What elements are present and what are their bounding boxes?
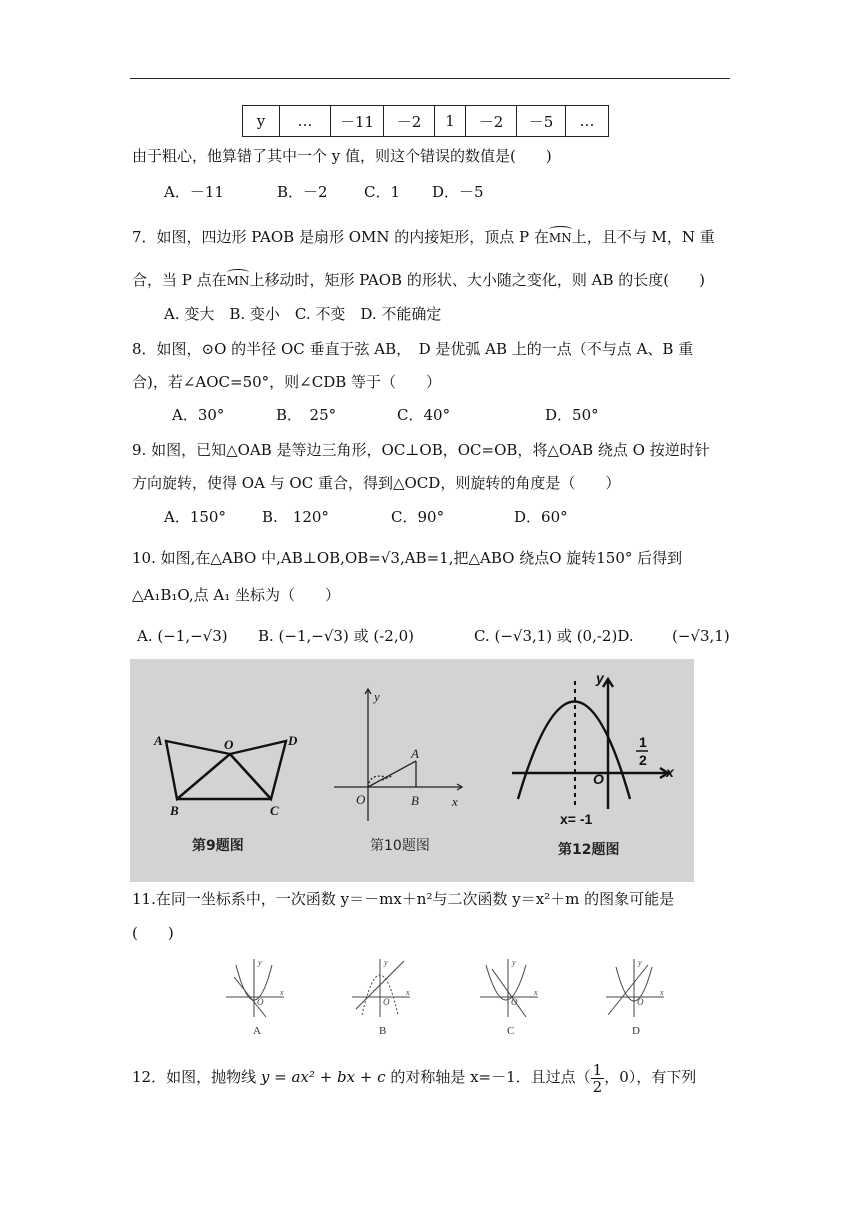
choice-c-graph <box>478 955 542 1019</box>
table-cell: －5 <box>517 106 566 137</box>
fig12-caption: 第12题图 <box>558 842 620 858</box>
svg-text:O: O <box>637 997 644 1007</box>
q9-line1: 9. 如图，已知△OAB 是等边三角形，OC⊥OB，OC=OB，将△OAB 绕点 O 按逆时针 <box>132 441 710 459</box>
choice-c-label: C <box>507 1025 515 1037</box>
q6-text: 由于粗心，他算错了其中一个 y 值，则这个错误的数值是( ) <box>132 147 552 165</box>
q9-line2: 方向旋转，使得 OA 与 OC 重合，得到△OCD，则旋转的角度是（ ） <box>132 474 621 492</box>
q12-line1-b: 的对称轴是 x=－1．且过点（ <box>390 1068 591 1086</box>
table-cell: －2 <box>384 106 435 137</box>
table-cell: －2 <box>466 106 517 137</box>
q10-option-a: A. (−1,−√3) <box>137 627 228 645</box>
svg-text:y: y <box>384 958 388 967</box>
q10-line1-a: 10. 如图,在△ABO 中,AB⊥OB,OB= <box>132 549 381 567</box>
svg-text:y: y <box>512 958 516 967</box>
q12-line1-c: ，0），有下列 <box>604 1068 697 1086</box>
q9-option-b: B. 120° <box>262 508 329 526</box>
fig12-label-y: y <box>596 670 604 686</box>
q10-line2: △A₁B₁O,点 A₁ 坐标为（ ） <box>132 586 340 604</box>
q8-option-d: D．50° <box>545 406 599 424</box>
header-rule <box>130 78 730 79</box>
q6-option-b: B．－2 <box>277 183 328 201</box>
arc-mn-label: MN <box>227 271 250 291</box>
q7-line2 <box>132 270 705 291</box>
svg-text:x: x <box>660 988 664 997</box>
q10-option-d: (−√3,1) <box>672 627 730 645</box>
sqrt3: √3 <box>380 549 400 567</box>
q9-option-a: A．150° <box>164 508 226 526</box>
svg-text:x: x <box>534 988 538 997</box>
q7-line2-a: 合，当 P 点在 <box>132 271 227 289</box>
fig9-label-o: O <box>224 737 234 752</box>
choice-d-label: D <box>632 1025 640 1037</box>
fig12-label-axis: x= -1 <box>560 811 593 827</box>
table-cell: … <box>566 106 609 137</box>
q8-line1: 8．如图，⊙O 的半径 OC 垂直于弦 AB， D 是优弧 AB 上的一点（不与点 A、B 重 <box>132 340 694 358</box>
fig12-label-half-num: 1 <box>639 734 647 750</box>
choice-d-graph <box>604 955 668 1019</box>
choice-b-graph <box>350 955 414 1019</box>
q7-line1 <box>132 227 715 248</box>
fig9-label-a: A <box>154 733 163 748</box>
figures-panel <box>130 659 694 882</box>
q12-formula: y = ax² + bx + c <box>260 1068 386 1086</box>
fraction-denominator: 2 <box>592 1077 603 1096</box>
fig10-caption: 第10题图 <box>370 838 430 854</box>
choice-a-graph <box>224 955 288 1019</box>
fig10-label-a: A <box>411 746 419 761</box>
q6-option-c: C．1 <box>364 183 401 201</box>
fig10-label-x: x <box>452 794 458 809</box>
q7-line1-b: 上，且不与 M，N 重 <box>571 228 715 246</box>
q7-line2-b: 上移动时，矩形 PAOB 的形状、大小随之变化，则 AB 的长度( ) <box>249 271 705 289</box>
q6-option-d: D．－5 <box>432 183 484 201</box>
q10-line1-b: ,AB=1,把△ABO 绕点O 旋转150° 后得到 <box>399 549 683 567</box>
value-table <box>242 105 609 137</box>
fig9-label-c: C <box>270 803 279 818</box>
fig10-label-y: y <box>374 689 380 704</box>
q7-options: A. 变大 B. 变小 C. 不变 D. 不能确定 <box>164 305 442 323</box>
choice-a-label: A <box>253 1025 261 1037</box>
q6-option-a: A．－11 <box>164 183 224 201</box>
table-cell: … <box>280 106 331 137</box>
choice-b-label: B <box>379 1025 387 1037</box>
q12-line1 <box>132 1060 696 1095</box>
q12-line1-a: 12．如图，抛物线 <box>132 1068 257 1086</box>
fig10-label-b: B <box>411 793 419 808</box>
q11-line1: 11.在同一坐标系中，一次函数 y＝－mx＋n²与二次函数 y＝x²＋m 的图象可能是 <box>132 890 675 908</box>
fig12-label-x: x <box>666 764 674 780</box>
q11-line2: ( ) <box>132 924 174 942</box>
fig10-label-o: O <box>356 792 366 807</box>
fig10-drawing <box>334 689 462 821</box>
svg-text:y: y <box>638 958 642 967</box>
q8-option-b: B． 25° <box>276 406 337 424</box>
table-cell: y <box>243 106 280 137</box>
svg-text:O: O <box>383 997 390 1007</box>
fig9-label-b: B <box>170 803 179 818</box>
fig12-label-half-den: 2 <box>639 752 647 768</box>
svg-text:y: y <box>258 958 262 967</box>
fig12-label-o: O <box>593 771 604 787</box>
table-cell: －11 <box>331 106 384 137</box>
fraction-numerator: 1 <box>592 1060 603 1079</box>
q12-fraction <box>591 1062 605 1095</box>
q9-option-d: D．60° <box>514 508 568 526</box>
arc-mn-label: MN <box>549 228 572 248</box>
q8-line2: 合)，若∠AOC=50°，则∠CDB 等于（ ） <box>132 373 442 391</box>
q10-option-b: B. (−1,−√3) 或 (-2,0) <box>258 627 414 645</box>
fig9-caption: 第9题图 <box>192 838 244 854</box>
q9-option-c: C．90° <box>391 508 445 526</box>
svg-text:O: O <box>257 997 264 1007</box>
fig9-label-d: D <box>288 733 298 748</box>
svg-text:x: x <box>406 988 410 997</box>
table-row <box>243 106 609 137</box>
table-cell: 1 <box>435 106 466 137</box>
svg-text:x: x <box>280 988 284 997</box>
q7-line1-a: 7．如图，四边形 PAOB 是扇形 OMN 的内接矩形，顶点 P 在 <box>132 228 549 246</box>
q8-option-a: A．30° <box>172 406 225 424</box>
q10-option-c: C. (−√3,1) 或 (0,-2)D. <box>474 627 634 645</box>
svg-text:O: O <box>511 997 518 1007</box>
q8-option-c: C．40° <box>397 406 451 424</box>
q10-line1 <box>132 548 682 568</box>
